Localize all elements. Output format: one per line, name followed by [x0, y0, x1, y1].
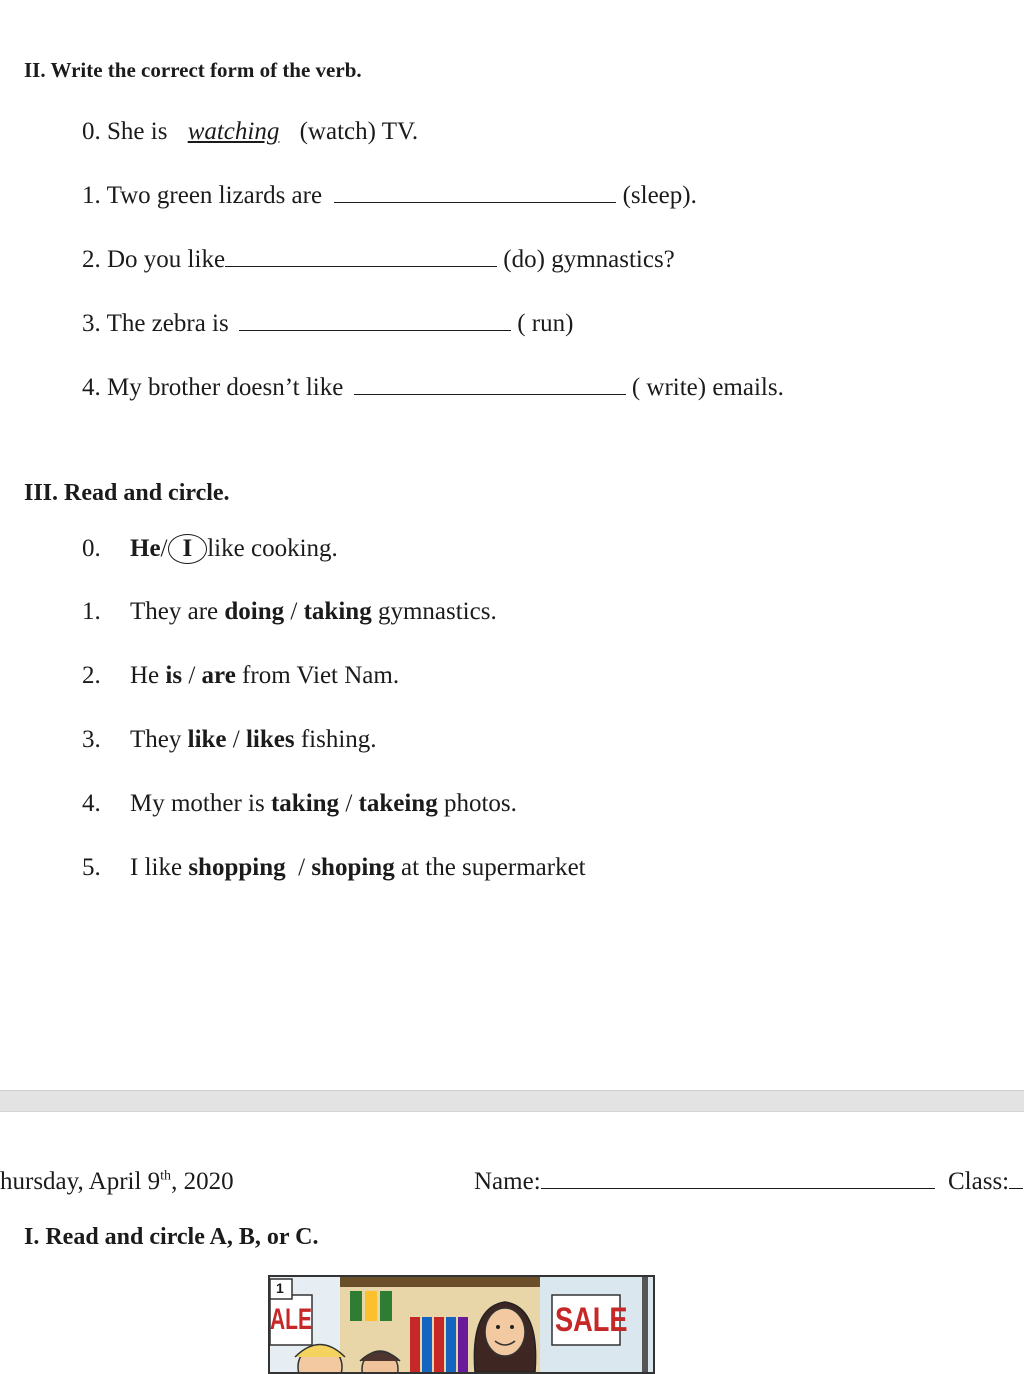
item-number: 0.	[82, 118, 101, 145]
sale-sign-right: SALE	[555, 1301, 628, 1339]
item-text-before: My brother doesn’t like	[107, 374, 344, 401]
item-number: 4.	[82, 374, 101, 401]
item-text-before: My mother is	[130, 790, 265, 817]
class-blank[interactable]	[1009, 1168, 1023, 1189]
item-text-after: like cooking.	[207, 535, 338, 562]
option-1: He	[130, 535, 161, 562]
example-answer: watching	[187, 118, 280, 145]
exercise-2-item-3	[82, 310, 573, 338]
exercise-2-example	[82, 118, 418, 146]
answer-blank[interactable]	[239, 310, 511, 331]
item-number: 2.	[82, 662, 101, 689]
class-field	[948, 1168, 1023, 1196]
option-2[interactable]: shoping	[311, 854, 395, 881]
item-number: 2.	[82, 246, 101, 273]
sale-sign-left: ALE	[270, 1303, 312, 1336]
exercise-2-item-1	[82, 182, 697, 210]
option-separator: /	[160, 535, 168, 562]
section-2-heading: II. Write the correct form of the verb.	[24, 58, 362, 82]
item-text-before: Do you like	[107, 246, 226, 273]
answer-blank[interactable]	[225, 246, 497, 267]
option-2[interactable]: takeing	[358, 790, 438, 817]
item-text-after: gymnastics.	[377, 598, 497, 625]
item-number: 1.	[82, 182, 101, 209]
answer-blank[interactable]	[334, 182, 616, 203]
page-divider	[0, 1090, 1024, 1112]
exercise-3-item-3	[82, 726, 377, 754]
item-text-before: They are	[130, 598, 219, 625]
item-text-after: at the supermarket	[400, 854, 586, 881]
date-line	[0, 1168, 234, 1196]
exercise-2-item-4	[82, 374, 784, 402]
exercise-3-item-2	[82, 662, 399, 690]
option-separator: /	[339, 790, 359, 817]
exercise-3-item-5	[82, 854, 586, 882]
item-number: 3.	[82, 726, 101, 753]
item-text-after: (watch) TV.	[299, 118, 419, 145]
exercise-3-example	[82, 534, 338, 564]
item-number: 4.	[82, 790, 101, 817]
option-separator: /	[284, 598, 304, 625]
class-label: Class:	[948, 1168, 1010, 1195]
exercise-3-item-4	[82, 790, 517, 818]
option-separator: /	[285, 854, 312, 881]
name-field	[474, 1168, 935, 1196]
item-text-after: (do) gymnastics?	[503, 246, 675, 273]
item-text-after: photos.	[443, 790, 517, 817]
item-number: 0.	[82, 535, 101, 562]
date-superscript: th	[160, 1168, 172, 1184]
item-text-after: fishing.	[300, 726, 377, 753]
name-blank[interactable]	[541, 1168, 935, 1189]
option-1[interactable]: shopping	[188, 854, 286, 881]
item-text-before: She is	[107, 118, 168, 145]
option-2[interactable]: taking	[303, 598, 372, 625]
item-text-after: (sleep).	[622, 182, 697, 209]
option-2[interactable]: likes	[245, 726, 295, 753]
picture-number: 1	[276, 1280, 284, 1296]
section-1-heading: I. Read and circle A, B, or C.	[24, 1224, 319, 1250]
item-text-after: ( write) emails.	[631, 374, 784, 401]
date-text: hursday, April 9	[0, 1168, 161, 1195]
name-label: Name:	[474, 1168, 541, 1195]
option-separator: /	[226, 726, 246, 753]
item-text-before: They	[130, 726, 182, 753]
option-1[interactable]: is	[165, 662, 183, 689]
option-1[interactable]: taking	[270, 790, 340, 817]
item-text-after: from Viet Nam.	[242, 662, 400, 689]
item-number: 3.	[82, 310, 101, 337]
date-year: , 2020	[171, 1168, 234, 1195]
item-text-before: The zebra is	[106, 310, 229, 337]
answer-blank[interactable]	[354, 374, 626, 395]
item-text-before: He	[130, 662, 160, 689]
item-number: 1.	[82, 598, 101, 625]
option-separator: /	[182, 662, 202, 689]
exercise-2-item-2	[82, 246, 675, 274]
item-text-before: Two green lizards are	[106, 182, 323, 209]
option-1[interactable]: like	[187, 726, 227, 753]
exercise-3-item-1	[82, 598, 497, 626]
option-1[interactable]: doing	[224, 598, 285, 625]
option-2[interactable]: are	[201, 662, 236, 689]
supermarket-illustration	[268, 1275, 655, 1374]
item-text-after: ( run)	[517, 310, 574, 337]
section-3-heading: III. Read and circle.	[24, 480, 230, 506]
item-text-before: I like	[130, 854, 183, 881]
item-number: 5.	[82, 854, 101, 881]
circled-option: I	[168, 534, 208, 564]
